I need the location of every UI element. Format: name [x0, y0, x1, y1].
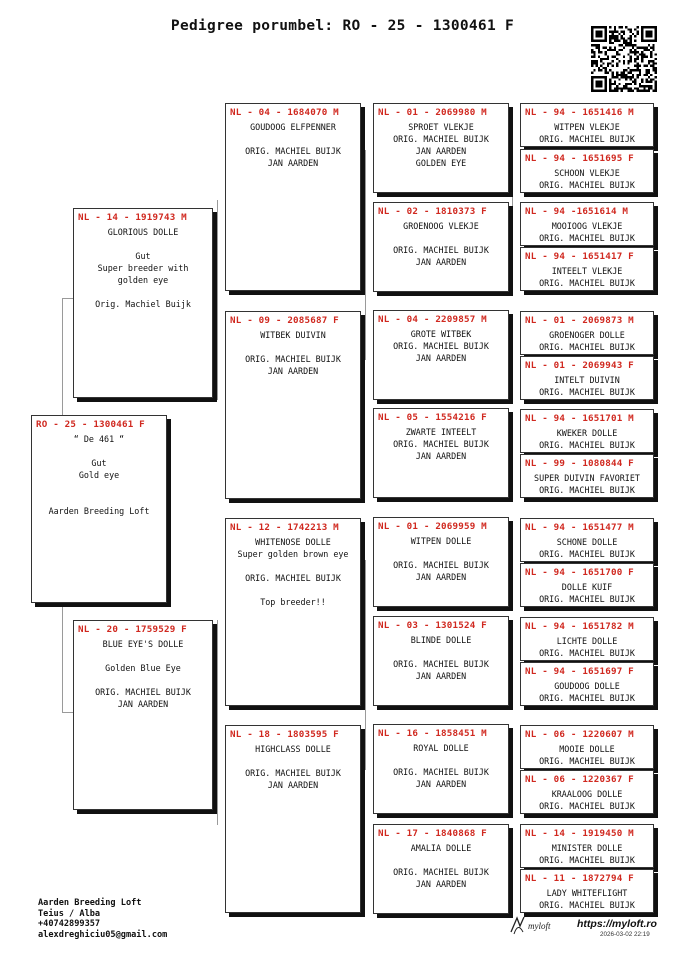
pigeon-info-line: ORIG. MACHIEL BUIJK	[245, 573, 341, 583]
great-great-grandparent-card	[520, 617, 654, 661]
ring-number: NL - 94 - 1651700 F	[525, 567, 634, 578]
great-great-grandparent-card	[520, 869, 654, 913]
great-great-grandparent-card	[520, 202, 654, 246]
ring-number: NL - 03 - 1301524 F	[378, 620, 487, 631]
pigeon-info-line: ORIG. MACHIEL BUIJK	[539, 693, 635, 703]
great-grandparent-card	[373, 824, 509, 914]
connector-ggp	[512, 150, 513, 250]
pigeon-info-line: ORIG. MACHIEL BUIJK	[539, 900, 635, 910]
pigeon-info-line: JAN AARDEN	[415, 353, 467, 363]
pigeon-info-line: JAN AARDEN	[415, 146, 467, 156]
pigeon-info-line: BLUE EYE'S DOLLE	[102, 639, 184, 649]
pigeon-info-line: ORIG. MACHIEL BUIJK	[539, 801, 635, 811]
connector-dam	[62, 712, 73, 713]
connector-gp3	[365, 560, 366, 770]
pigeon-info-line: Top breeder!!	[260, 597, 326, 607]
pigeon-info-line: KWEKER DOLLE	[556, 428, 618, 438]
pigeon-info-line: ORIG. MACHIEL BUIJK	[539, 233, 635, 243]
spacer-line	[74, 650, 212, 662]
pigeon-info-line: GROTE WITBEK	[410, 329, 472, 339]
spacer-line	[74, 286, 212, 298]
ring-number: NL - 06 - 1220367 F	[525, 774, 634, 785]
ring-number: NL - 16 - 1858451 M	[378, 728, 487, 739]
pigeon-info-line: ROYAL DOLLE	[413, 743, 469, 753]
spacer-line	[374, 232, 508, 244]
pigeon-info-line: JAN AARDEN	[415, 779, 467, 789]
pigeon-info-line: JAN AARDEN	[267, 780, 319, 790]
pigeon-info-line: WITPEN DOLLE	[410, 536, 472, 546]
pigeon-info-line: SUPER DUIVIN FAVORIET	[534, 473, 640, 483]
great-grandparent-card	[373, 202, 509, 292]
pigeon-info-line: ORIG. MACHIEL BUIJK	[393, 867, 489, 877]
great-grandparent-card	[373, 103, 509, 193]
page-title: Pedigree porumbel: RO - 25 - 1300461 F	[170, 18, 515, 34]
spacer-line	[226, 584, 360, 596]
pigeon-info-line: JAN AARDEN	[415, 257, 467, 267]
ring-number: NL - 94 - 1651697 F	[525, 666, 634, 677]
connector-sire-grandparents	[217, 200, 218, 400]
pigeon-info-line: ZWARTE INTEELT	[405, 427, 477, 437]
pigeon-info-line: BLINDE DOLLE	[410, 635, 472, 645]
pigeon-info-line: JAN AARDEN	[415, 671, 467, 681]
ring-number: NL - 18 - 1803595 F	[230, 729, 339, 740]
pigeon-info-line: DOLLE KUIF	[561, 582, 613, 592]
great-grandparent-card	[373, 616, 509, 706]
ring-number: NL - 94 - 1651417 F	[525, 251, 634, 262]
pigeon-info-line: LICHTE DOLLE	[556, 636, 618, 646]
connector-dam-grandparents	[217, 620, 218, 825]
grandparent-card	[225, 311, 361, 499]
pigeon-info-line: JAN AARDEN	[415, 572, 467, 582]
great-great-grandparent-card	[520, 824, 654, 868]
great-great-grandparent-card	[520, 149, 654, 193]
breeder-email: alexdreghiciu05@gmail.com	[38, 929, 168, 940]
great-great-grandparent-card	[520, 563, 654, 607]
pigeon-info-line: Golden Blue Eye	[105, 663, 181, 673]
ring-number: NL - 94 - 1651477 M	[525, 522, 634, 533]
great-great-grandparent-card	[520, 662, 654, 706]
pigeon-info-line: INTELT DUIVIN	[554, 375, 620, 385]
pigeon-info-line: ORIG. MACHIEL BUIJK	[245, 146, 341, 156]
pigeon-info-line: GROENOGER DOLLE	[549, 330, 625, 340]
spacer-line	[374, 547, 508, 559]
ring-number: NL - 01 - 2069873 M	[525, 315, 634, 326]
breeder-phone: +40742899357	[38, 919, 101, 929]
pigeon-info-line: SCHOON VLEKJE	[554, 168, 620, 178]
pigeon-info-line: MINISTER DOLLE	[551, 843, 623, 853]
ring-number: NL - 02 - 1810373 F	[378, 206, 487, 217]
great-great-grandparent-card	[520, 409, 654, 453]
pigeon-info-line: GLORIOUS DOLLE	[107, 227, 179, 237]
pigeon-info-line: JAN AARDEN	[117, 699, 169, 709]
spacer-line	[226, 560, 360, 572]
great-great-grandparent-card	[520, 770, 654, 814]
pigeon-info-line: ORIG. MACHIEL BUIJK	[539, 648, 635, 658]
pigeon-info-line: ORIG. MACHIEL BUIJK	[245, 354, 341, 364]
spacer-line	[374, 754, 508, 766]
pigeon-info-line: ORIG. MACHIEL BUIJK	[393, 659, 489, 669]
pigeon-info-line: LADY WHITEFLIGHT	[546, 888, 628, 898]
pigeon-info-line: GOUDOOG DOLLE	[554, 681, 620, 691]
pigeon-info-line: ORIG. MACHIEL BUIJK	[539, 855, 635, 865]
ring-number: NL - 11 - 1872794 F	[525, 873, 634, 884]
spacer-line	[32, 445, 166, 457]
website-link[interactable]: https://myloft.ro	[577, 918, 657, 930]
ring-number: NL - 01 - 2069943 F	[525, 360, 634, 371]
pigeon-info-line: GOUDOOG ELFPENNER	[250, 122, 336, 132]
great-great-grandparent-card	[520, 725, 654, 769]
ring-number: NL - 94 - 1651416 M	[525, 107, 634, 118]
breeder-location: Teius / Alba	[38, 908, 101, 919]
pigeon-info-line: KRAALOOG DOLLE	[551, 789, 623, 799]
great-great-grandparent-card	[520, 518, 654, 562]
pigeon-info-line: ORIG. MACHIEL BUIJK	[393, 341, 489, 351]
pigeon-info-line: ORIG. MACHIEL BUIJK	[539, 278, 635, 288]
ring-number: NL - 01 - 2069959 M	[378, 521, 487, 532]
ring-number: NL - 06 - 1220607 M	[525, 729, 634, 740]
pigeon-info-line: AMALIA DOLLE	[410, 843, 472, 853]
pigeon-info-line: ORIG. MACHIEL BUIJK	[539, 387, 635, 397]
spacer-line	[32, 493, 166, 505]
ring-number: NL - 94 -1651614 M	[525, 206, 629, 217]
spacer-line	[74, 238, 212, 250]
pigeon-info-line: JAN AARDEN	[267, 158, 319, 168]
pigeon-info-line: ORIG. MACHIEL BUIJK	[539, 756, 635, 766]
breeder-name: Aarden Breeding Loft	[38, 898, 142, 908]
logo-text: myloft	[528, 921, 551, 931]
generated-timestamp: 2026-03-02 22:19	[600, 931, 650, 938]
ring-number: NL - 05 - 1554216 F	[378, 412, 487, 423]
grandparent-card	[225, 518, 361, 706]
ring-number: NL - 04 - 1684070 M	[230, 107, 339, 118]
grandparent-card	[225, 103, 361, 291]
pigeon-info-line: ORIG. MACHIEL BUIJK	[539, 594, 635, 604]
spacer-line	[226, 341, 360, 353]
ring-number: NL - 94 - 1651695 F	[525, 153, 634, 164]
pigeon-info-line: INTEELT VLEKJE	[551, 266, 623, 276]
ring-number: NL - 04 - 2209857 M	[378, 314, 487, 325]
great-grandparent-card	[373, 517, 509, 607]
dam-card	[73, 620, 213, 810]
pigeon-info-line: ORIG. MACHIEL BUIJK	[539, 549, 635, 559]
pigeon-info-line: ORIG. MACHIEL BUIJK	[539, 342, 635, 352]
pigeon-info-line: GOLDEN EYE	[415, 158, 467, 168]
ring-number: NL - 99 - 1080844 F	[525, 458, 634, 469]
pigeon-info-line: Orig. Machiel Buijk	[95, 299, 191, 309]
great-great-grandparent-card	[520, 311, 654, 355]
pigeon-info-line: ORIG. MACHIEL BUIJK	[393, 560, 489, 570]
spacer-line	[226, 755, 360, 767]
pigeon-info-line: GROENOOG VLEKJE	[403, 221, 479, 231]
spacer-line	[32, 481, 166, 493]
ring-number: NL - 14 - 1919743 M	[78, 212, 187, 223]
connector-gp1	[365, 150, 366, 360]
pigeon-info-line: SPROET VLEKJE	[408, 122, 474, 132]
spacer-line	[374, 646, 508, 658]
pigeon-info-line: MOOIE DOLLE	[559, 744, 615, 754]
great-great-grandparent-card	[520, 356, 654, 400]
spacer-line	[374, 854, 508, 866]
ring-number: NL - 01 - 2069980 M	[378, 107, 487, 118]
sire-card	[73, 208, 213, 398]
ring-number: NL - 20 - 1759529 F	[78, 624, 187, 635]
pigeon-info-line: WHITENOSE DOLLE	[255, 537, 331, 547]
pigeon-info-line: MOOIOOG VLEKJE	[551, 221, 623, 231]
pigeon-info-line: WITBEK DUIVIN	[260, 330, 326, 340]
pigeon-info-line: ORIG. MACHIEL BUIJK	[393, 134, 489, 144]
great-great-grandparent-card	[520, 103, 654, 147]
ring-number: NL - 94 - 1651701 M	[525, 413, 634, 424]
great-great-grandparent-card	[520, 454, 654, 498]
ring-number: NL - 12 - 1742213 M	[230, 522, 339, 533]
pigeon-info-line: Aarden Breeding Loft	[48, 506, 150, 516]
pigeon-info-line: JAN AARDEN	[267, 366, 319, 376]
pigeon-info-line: ORIG. MACHIEL BUIJK	[539, 180, 635, 190]
spacer-line	[226, 133, 360, 145]
pigeon-info-line: WITPEN VLEKJE	[554, 122, 620, 132]
pigeon-info-line: ORIG. MACHIEL BUIJK	[245, 768, 341, 778]
pigeon-info-line: Super golden brown eye	[237, 549, 349, 559]
pigeon-info-line: ORIG. MACHIEL BUIJK	[539, 485, 635, 495]
subject-pigeon-card	[31, 415, 167, 603]
pigeon-info-line: JAN AARDEN	[415, 879, 467, 889]
ring-number: RO - 25 - 1300461 F	[36, 419, 145, 430]
spacer-line	[74, 674, 212, 686]
breeder-info	[38, 898, 167, 940]
ring-number: NL - 94 - 1651782 M	[525, 621, 634, 632]
pigeon-info-line: ORIG. MACHIEL BUIJK	[539, 134, 635, 144]
ring-number: NL - 17 - 1840868 F	[378, 828, 487, 839]
qr-code-icon	[591, 26, 657, 92]
myloft-logo-icon	[508, 914, 568, 936]
ring-number: NL - 14 - 1919450 M	[525, 828, 634, 839]
pigeon-info-line: Super breeder with	[97, 263, 189, 273]
pigeon-info-line: SCHONE DOLLE	[556, 537, 618, 547]
connector-sire	[62, 298, 73, 299]
great-grandparent-card	[373, 310, 509, 400]
pigeon-info-line: Gut	[91, 458, 107, 468]
pigeon-info-line: “ De 461 “	[73, 434, 125, 444]
great-grandparent-card	[373, 724, 509, 814]
ring-number: NL - 09 - 2085687 F	[230, 315, 339, 326]
pigeon-info-line: ORIG. MACHIEL BUIJK	[393, 767, 489, 777]
pigeon-info-line: ORIG. MACHIEL BUIJK	[539, 440, 635, 450]
pigeon-info-line: golden eye	[117, 275, 169, 285]
grandparent-card	[225, 725, 361, 913]
pigeon-info-line: JAN AARDEN	[415, 451, 467, 461]
pigeon-info-line: ORIG. MACHIEL BUIJK	[95, 687, 191, 697]
pigeon-info-line: ORIG. MACHIEL BUIJK	[393, 245, 489, 255]
great-great-grandparent-card	[520, 247, 654, 291]
pigeon-info-line: HIGHCLASS DOLLE	[255, 744, 331, 754]
pigeon-info-line: Gold eye	[78, 470, 120, 480]
pigeon-info-line: ORIG. MACHIEL BUIJK	[393, 439, 489, 449]
pigeon-info-line: Gut	[135, 251, 151, 261]
great-grandparent-card	[373, 408, 509, 498]
